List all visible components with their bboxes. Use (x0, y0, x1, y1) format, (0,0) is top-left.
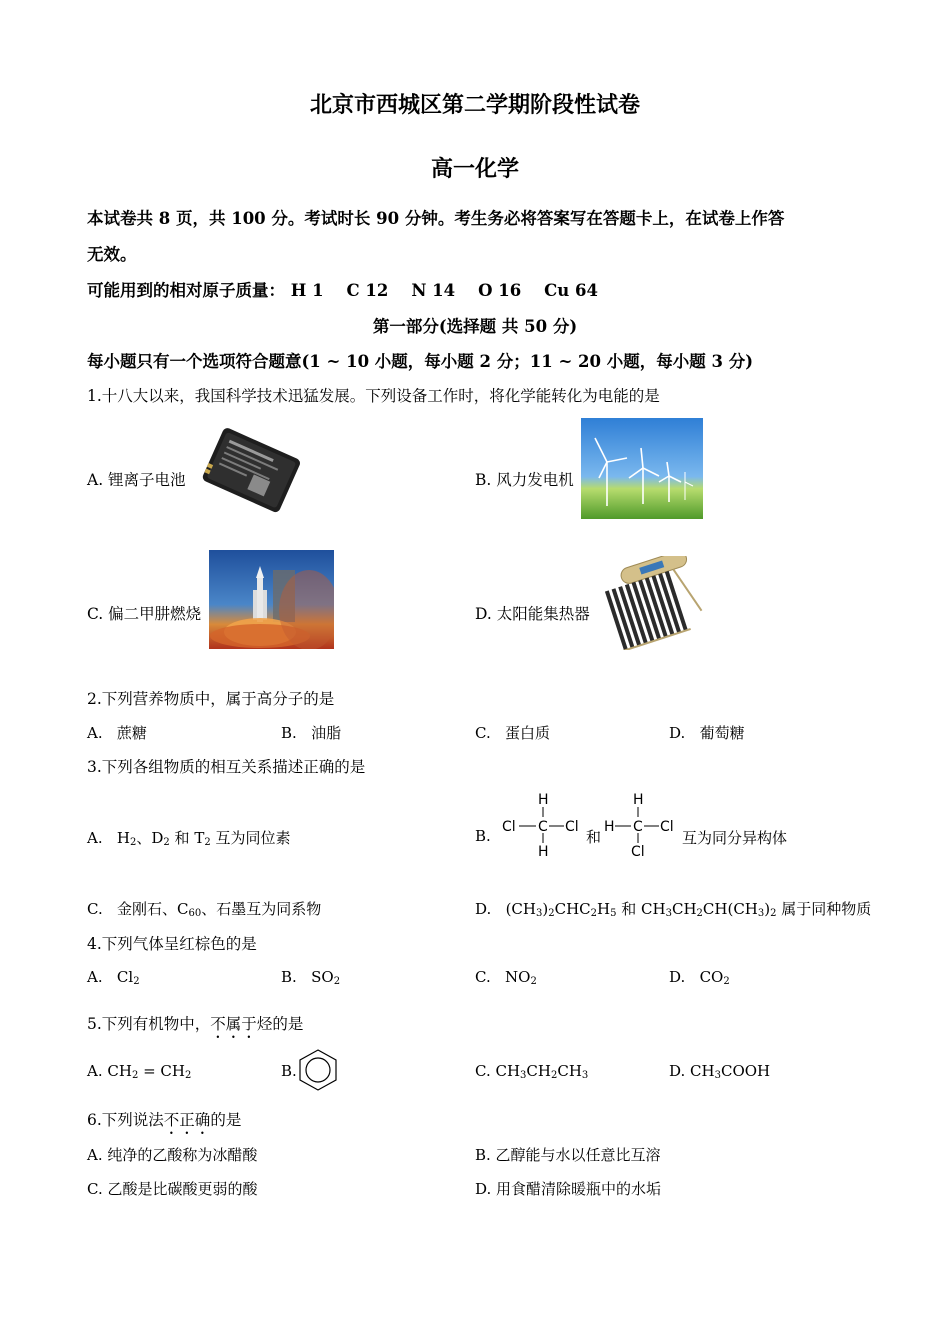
q2-stem: 2.下列营养物质中，属于高分子的是 (87, 690, 335, 708)
q3-stem: 3.下列各组物质的相互关系描述正确的是 (87, 758, 366, 776)
q3-option-b-suffix: 互为同分异构体 (682, 829, 788, 847)
q3-structural-formulas (500, 788, 685, 860)
struct2-cl-right: Cl (660, 819, 674, 835)
struct1-h-bottom: H (538, 844, 549, 860)
part1-instruction: 每小题只有一个选项符合题意(1 ~ 10 小题，每小题 2 分；11 ~ 20 小题，每小题 3 分) (87, 352, 754, 371)
q1-option-d: D. 太阳能集热器 (475, 605, 590, 623)
q1-option-c: C. 偏二甲肼燃烧 (87, 605, 202, 623)
q5-option-d: D. $CH_3COOH$ (669, 1062, 771, 1081)
q3-option-b-letter: B. (475, 827, 491, 845)
intro-line-2: 无效。 (87, 245, 137, 264)
solar-heater-image (601, 556, 703, 650)
q4-option-b: B. $SO_2$ (281, 968, 341, 987)
q2-option-a: A. 蔗糖 (87, 724, 147, 742)
exam-title: 北京市西城区第二学期阶段性试卷 (309, 92, 640, 118)
q6-option-c: C. 乙酸是比碳酸更弱的酸 (87, 1180, 258, 1198)
q6-option-b: B. 乙醇能与水以任意比互溶 (475, 1146, 661, 1164)
exam-subtitle: 高一化学 (430, 156, 519, 182)
part1-heading: 第一部分(选择题 共 50 分) (372, 317, 578, 336)
q1-stem: 1.十八大以来，我国科学技术迅猛发展。下列设备工作时，将化学能转化为电能的是 (87, 387, 660, 405)
struct1-h-top: H (538, 792, 549, 808)
q1-option-b: B. 风力发电机 (475, 471, 574, 489)
q6-option-a: A. 纯净的乙酸称为冰醋酸 (87, 1146, 258, 1164)
q3-option-b-and: 和 (586, 828, 602, 846)
struct2-h-top: H (633, 792, 644, 808)
wind-turbine-image (581, 418, 703, 519)
intro-line-1: 本试卷共 8 页，共 100 分。考试时长 90 分钟。考生务必将答案写在答题卡上，在试卷上作答 (87, 209, 785, 228)
atomic-masses: 可能用到的相对原子质量： H 1 C 12 N 14 O 16 Cu 64 (87, 281, 599, 300)
struct1-c: C (538, 819, 548, 835)
benzene-ring-icon (297, 1048, 339, 1092)
struct2-h-left: H (604, 819, 615, 835)
q4-option-d: D. $CO_2$ (669, 968, 730, 987)
q5-option-c: C. $CH_3CH_2CH_3$ (475, 1062, 589, 1081)
q1-option-a: A. 锂离子电池 (87, 471, 186, 489)
struct2-c: C (633, 819, 643, 835)
struct1-cl-left: Cl (502, 819, 516, 835)
rocket-launch-image (209, 550, 334, 649)
q2-option-d: D. 葡萄糖 (669, 724, 745, 742)
q3-option-c: C. 金刚石、$C_{60}$、石墨互为同系物 (87, 900, 322, 919)
q4-option-a: A. $Cl_2$ (87, 968, 140, 987)
battery-image (195, 423, 307, 519)
q2-option-b: B. 油脂 (281, 724, 342, 742)
q3-option-a: A. $H_2$、$D_2$ 和 $T_2$ 互为同位素 (87, 829, 291, 848)
q4-option-c: C. $NO_2$ (475, 968, 537, 987)
q5-stem: 5.下列有机物中，不属于烃的是 (87, 1015, 304, 1033)
q5-option-b-letter: B. (281, 1062, 297, 1080)
q6-stem: 6.下列说法不正确的是 (87, 1111, 242, 1129)
struct2-cl-bottom: Cl (631, 844, 645, 860)
q5-option-a: A. $CH_2 = CH_2$ (87, 1062, 192, 1081)
q4-stem: 4.下列气体呈红棕色的是 (87, 935, 257, 953)
struct1-cl-right: Cl (565, 819, 579, 835)
q3-option-d: D. $(CH_3)_2CHC_2H_5$ 和 $CH_3CH_2CH(CH_3)_2$ 属于同种物质 (475, 900, 872, 919)
q2-option-c: C. 蛋白质 (475, 724, 551, 742)
q6-option-d: D. 用食醋清除暖瓶中的水垢 (475, 1180, 662, 1198)
